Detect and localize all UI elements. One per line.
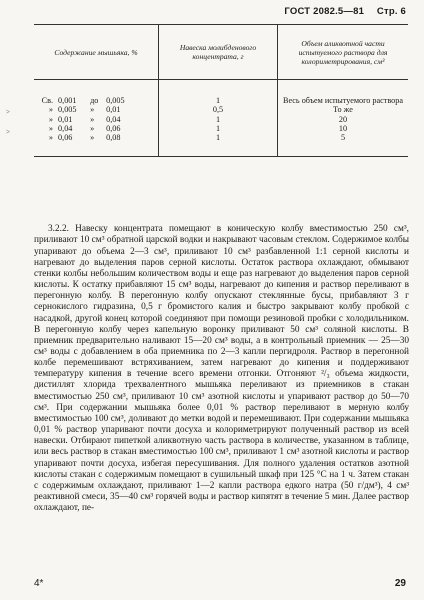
mass-cell: 1 [159,96,278,105]
margin-mark: > [6,128,10,136]
mass-cell: 1 [159,115,278,124]
volume-cell: То же [278,105,409,114]
content-range: Св. 0,001 до 0,005 [41,96,125,105]
column-header-content: Содержание мышьяка, % [34,25,159,80]
table-row [34,124,408,133]
table-row [34,115,408,124]
volume-cell: Весь объем испытуемого раствора [278,96,409,105]
table-row [34,133,408,142]
signature-mark: 4* [34,578,44,589]
table-row [34,96,408,105]
volume-cell: 20 [278,115,409,124]
table-row [34,105,408,114]
column-header-mass: Навеска молибденового концентрата, г [159,25,278,80]
page-header [284,6,406,17]
mass-cell: 1 [159,124,278,133]
mass-cell: 0,5 [159,105,278,114]
content-range: » 0,06 » 0,08 [48,133,121,143]
page-number: 29 [394,578,406,589]
page-label: Стр. 6 [376,6,406,17]
volume-cell: 10 [278,124,409,133]
arsenic-table [34,24,408,157]
standard-number: ГОСТ 2082.5—81 [284,6,365,17]
margin-mark: > [6,108,10,116]
procedure-paragraph: 3.2.2. Навеску концентрата помещают в коническую колбу вместимостью 250 см³, приливают 10 см³ обратной царской водки и накрывают часовым стеклом. Содержимое колбы упаривают до объема 2—3 см³, приливают 10 см³ разбавленной 1:1 серной кислоты и нагревают до выделения паров серной кислоты. Остаток раствора охлаждают, обмывают стенки колбы небольшим количеством воды и еще раз нагревают до выделения паров серной кислоты. К остатку прибавляют 15 см³ воды, нагревают до кипения и раствор переливают в перегонную колбу. В перегонную колбу опускают стеклянные бусы, прибавляют 3 г сернокислого гидразина, 0,5 г бромистого калия и быстро закрывают колбу пробкой с насадкой, другой конец которой соединяют при помощи резиновой пробки с холодильником. В перегонную колбу через капельную воронку приливают 50 см³ соляной кислоты. В приемник предварительно наливают 15—20 см³ воды, а в контрольный приемник — 25—30 см³ воды с добавлением в оба приемника по 2—3 капли пергидроля. Раствор в перегонной колбе перемешивают встряхиванием, затем нагревают до кипения и поддерживают температуру кипения в течение всего времени отгонки. Отгоняют ²/₃ объема жидкости, дистиллят хлорида трехвалентного мышьяка переливают из приемников в стакан вместимостью 250 см³, приливают 10 см³ азотной кислоты и упаривают раствор до 50—70 см³. При содержании мышьяка более 0,01 % раствор переливают в мерную колбу вместимостью 100 см³, доливают до метки водой и перемешивают. При содержании мышьяка 0,01 % раствор упаривают почти досуха и колориметрируют полученный раствор из всей навески. Отбирают пипеткой аликвотную часть раствора в количестве, указанном в таблице, или весь раствор в стакан вместимостью 100 см³, приливают 1 см³ азотной кислоты и раствор упаривают почти досуха, избегая пересушивания. Для полного удаления остатков азотной кислоты стакан с содержимым помещают в сушильный шкаф при 125 °С на 1 ч. Затем стакан с содержимым охлаждают, приливают 1—2 капли раствора едкого натра (50 г/дм³), 4 см³ реактивной смеси, 35—40 см³ горячей воды и раствор кипятят в течение 5 мин. Далее раствор охлаждают, пе- [34,224,409,514]
table-header-row [34,25,408,80]
volume-cell: 5 [278,133,409,142]
content-range: » 0,04 » 0,06 [48,123,121,133]
content-range: » 0,005 » 0,01 [48,105,121,115]
mass-cell: 1 [159,133,278,142]
content-range: » 0,01 » 0,04 [48,114,121,124]
column-header-volume: Объем аликвотной части испытуемого раствора для колориметрирования, см³ [278,25,409,80]
